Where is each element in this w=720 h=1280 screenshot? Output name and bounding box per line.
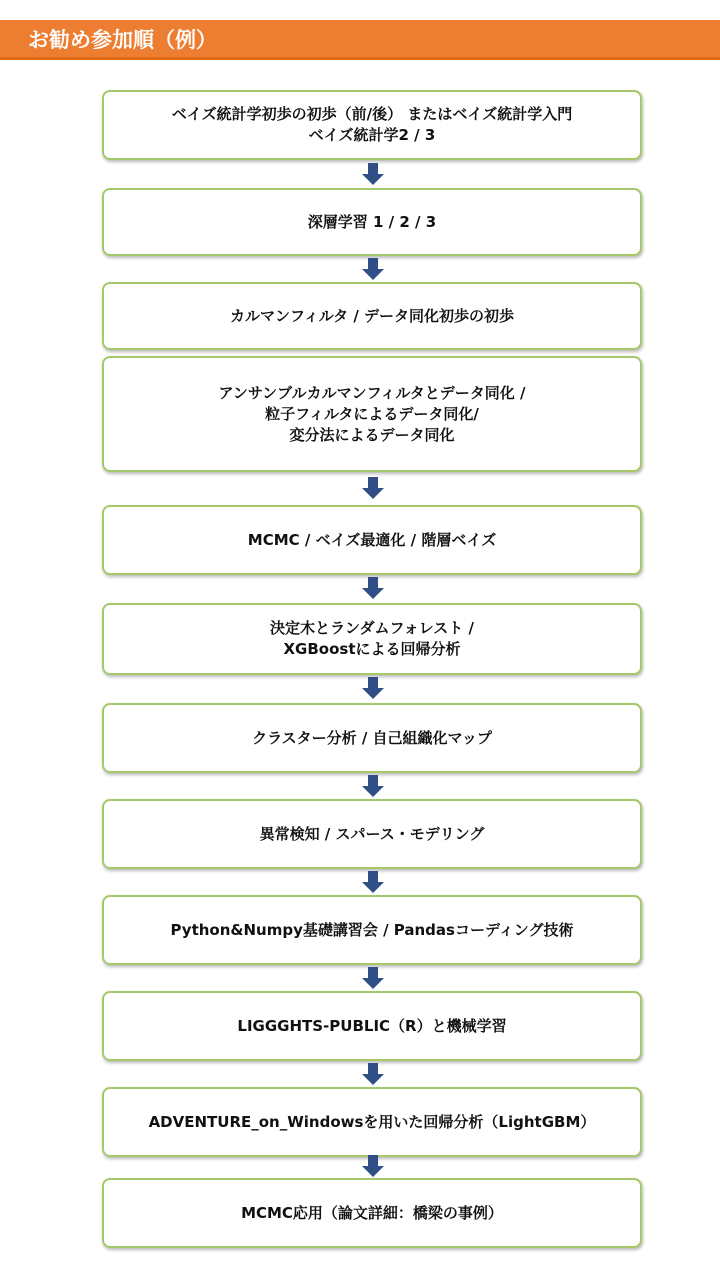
step-12-line-1: MCMC応用（論文詳細：橋梁の事例） <box>241 1203 503 1222</box>
step-9-line-1: Python&Numpy基礎講習会 / Pandasコーディング技術 <box>170 920 574 939</box>
step-3-line-1: カルマンフィルタ / データ同化初歩の初歩 <box>229 306 515 325</box>
step-box-7 <box>102 703 642 773</box>
step-11-line-1: ADVENTURE_on_Windowsを用いた回帰分析（LightGBM） <box>148 1112 596 1131</box>
down-arrow-icon <box>361 258 385 280</box>
step-box-3 <box>102 282 642 350</box>
step-box-5 <box>102 505 642 575</box>
step-box-2 <box>102 188 642 256</box>
down-arrow-icon <box>361 967 385 989</box>
step-1-line-1: ベイズ統計学初歩の初歩（前/後） またはベイズ統計学入門 <box>171 105 573 123</box>
step-6-line-2: XGBoostによる回帰分析 <box>283 640 461 658</box>
step-box-12 <box>102 1178 642 1248</box>
down-arrow-icon <box>361 871 385 893</box>
step-4-line-3: 変分法によるデータ同化 <box>289 425 455 444</box>
section-header <box>0 20 720 60</box>
down-arrow-icon <box>361 577 385 599</box>
step-box-11 <box>102 1087 642 1157</box>
step-box-8 <box>102 799 642 869</box>
step-2-line-1: 深層学習 1 / 2 / 3 <box>307 212 437 231</box>
down-arrow-icon <box>361 677 385 699</box>
step-5-line-1: MCMC / ベイズ最適化 / 階層ベイズ <box>247 530 497 549</box>
step-4-line-2: 粒子フィルタによるデータ同化/ <box>265 404 479 423</box>
step-box-1 <box>102 90 642 160</box>
down-arrow-icon <box>361 163 385 185</box>
step-7-line-1: クラスター分析 / 自己組織化マップ <box>252 728 492 747</box>
down-arrow-icon <box>361 477 385 499</box>
down-arrow-icon <box>361 775 385 797</box>
page-title: お勧め参加順（例） <box>28 28 217 52</box>
step-8-line-1: 異常検知 / スパース・モデリング <box>259 824 485 843</box>
down-arrow-icon <box>361 1063 385 1085</box>
step-4-line-1: アンサンブルカルマンフィルタとデータ同化 / <box>218 383 526 402</box>
step-box-9 <box>102 895 642 965</box>
step-10-line-1: LIGGGHTS-PUBLIC（R）と機械学習 <box>237 1016 507 1035</box>
step-1-line-2: ベイズ統計学2 / 3 <box>308 126 436 144</box>
step-box-4 <box>102 356 642 472</box>
step-6-line-1: 決定木とランダムフォレスト / <box>270 619 474 637</box>
down-arrow-icon <box>361 1155 385 1177</box>
step-box-6 <box>102 603 642 675</box>
step-box-10 <box>102 991 642 1061</box>
